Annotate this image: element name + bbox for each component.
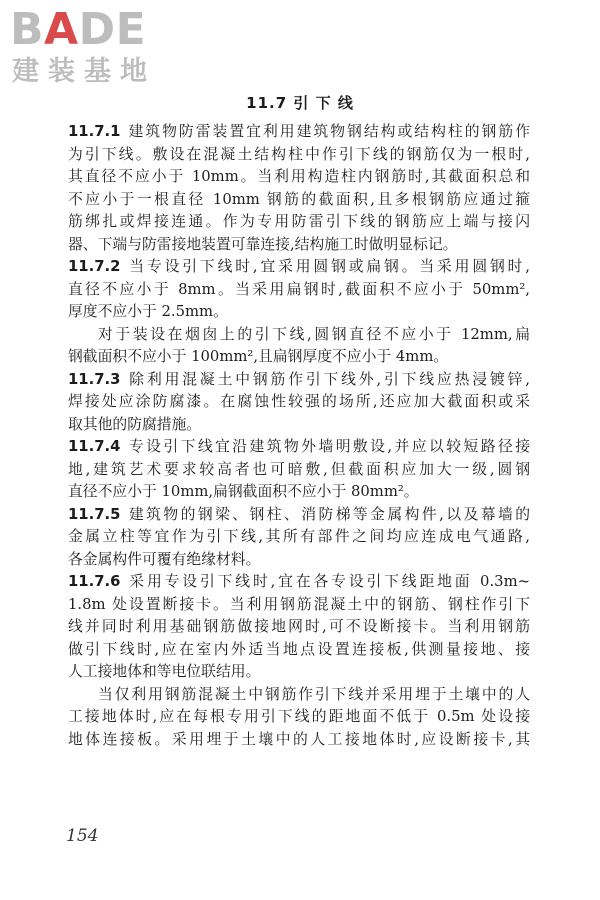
line-text: 钢截面积不应小于 100mm²,且扁钢厚度不应小于 4mm。 — [68, 348, 449, 365]
line-text: 地,建筑艺术要求较高者也可暗敷,但截面积应加大一级,圆钢 — [68, 460, 530, 478]
line-text: 各金属构件可覆有绝缘材料。 — [68, 550, 261, 568]
document-body — [68, 121, 530, 751]
line-text: 对于装设在烟囱上的引下线,圆钢直径不应小于 12mm,扁 — [98, 325, 530, 343]
text-line — [68, 729, 530, 752]
text-line — [68, 414, 530, 437]
text-line — [68, 189, 530, 212]
text-line — [68, 549, 530, 572]
line-text: 专设引下线宜沿建筑物外墙明敷设,并应以较短路径接 — [126, 438, 530, 455]
clause-number: 11.7.5 — [68, 505, 121, 523]
text-line — [68, 526, 530, 549]
line-text: 焊接处应涂防腐漆。在腐蚀性较强的场所,还应加大截面积或采 — [68, 393, 530, 410]
clause-first-line — [68, 504, 530, 527]
text-line — [68, 639, 530, 662]
line-text: 其直径不应小于 10mm。当利用构造柱内钢筋时,其截面积总和 — [68, 168, 530, 185]
line-text: 取其他的防腐措施。 — [68, 415, 202, 433]
clause-first-line — [68, 571, 530, 594]
clause-first-line — [68, 256, 530, 279]
section-title: 11.7 引 下 线 — [246, 94, 354, 112]
logo-wordmark: BADE — [10, 4, 147, 55]
clause-first-line — [68, 121, 530, 144]
clause-first-line — [68, 369, 530, 392]
text-line — [68, 301, 530, 324]
page-number: 154 — [66, 826, 99, 846]
line-text: 做引下线时,应在室内外适当地点设置连接板,供测量接地、接 — [68, 640, 530, 658]
line-text: 线并同时利用基础钢筋做接地网时,可不设断接卡。当利用钢筋 — [68, 618, 530, 635]
line-text: 地体连接板。采用埋于土壤中的人工接地体时,应设断接卡,其 — [68, 730, 530, 748]
line-text: 建筑物的钢梁、钢柱、消防梯等金属构件,以及幕墙的 — [126, 505, 530, 523]
text-line — [68, 594, 530, 617]
clause-number: 11.7.6 — [68, 573, 121, 590]
line-text: 1.8m 处设置断接卡。当利用钢筋混凝土中的钢筋、钢柱作引下 — [68, 595, 530, 613]
text-line — [68, 706, 530, 729]
text-line — [68, 234, 530, 257]
text-line — [68, 481, 530, 504]
line-text: 筋绑扎或焊接连通。作为专用防雷引下线的钢筋应上端与接闪 — [68, 213, 530, 230]
clause-number: 11.7.1 — [68, 123, 121, 140]
clause-number: 11.7.4 — [68, 438, 121, 455]
bade-logo — [10, 6, 180, 92]
line-text: 直径不应小于 10mm,扁钢截面积不应小于 80mm²。 — [68, 483, 419, 500]
text-line — [68, 279, 530, 302]
line-text: 厚度不应小于 2.5mm。 — [68, 303, 228, 320]
clause-number: 11.7.3 — [68, 370, 121, 388]
text-line — [68, 459, 530, 482]
line-text: 建筑物防雷装置宜利用建筑物钢结构或结构柱的钢筋作 — [126, 123, 530, 140]
clause-number: 11.7.2 — [68, 258, 121, 275]
text-line — [68, 166, 530, 189]
logo-subtitle: 建装基地 — [12, 56, 156, 87]
line-text: 除利用混凝土中钢筋作引下线外,引下线应热浸镀锌, — [126, 370, 530, 388]
line-text: 工接地体时,应在每根专用引下线的距地面不低于 0.5m 处设接 — [68, 708, 530, 725]
text-line — [68, 391, 530, 414]
text-line — [68, 324, 530, 347]
text-line — [68, 346, 530, 369]
line-text: 金属立柱等宜作为引下线,其所有部件之间均应连成电气通路, — [68, 528, 530, 545]
text-line — [68, 616, 530, 639]
text-line — [68, 144, 530, 167]
line-text: 采用专设引下线时,宜在各专设引下线距地面 0.3m~ — [126, 573, 530, 590]
line-text: 器、下端与防雷接地装置可靠连接,结构施工时做明显标记。 — [68, 235, 458, 253]
line-text: 当仅利用钢筋混凝土中钢筋作引下线并采用埋于土壤中的人 — [98, 685, 530, 703]
clause-first-line — [68, 436, 530, 459]
text-line — [68, 684, 530, 707]
line-text: 直径不应小于 8mm。当采用扁钢时,截面积不应小于 50mm², — [68, 280, 530, 298]
line-text: 人工接地体和等电位联结用。 — [68, 663, 261, 680]
line-text: 当专设引下线时,宜采用圆钢或扁钢。当采用圆钢时, — [126, 258, 530, 275]
text-line — [68, 661, 530, 684]
text-line — [68, 211, 530, 234]
line-text: 为引下线。敷设在混凝土结构柱中作引下线的钢筋仅为一根时, — [68, 145, 530, 163]
line-text: 不应小于一根直径 10mm 钢筋的截面积,且多根钢筋应通过箍 — [68, 190, 530, 208]
